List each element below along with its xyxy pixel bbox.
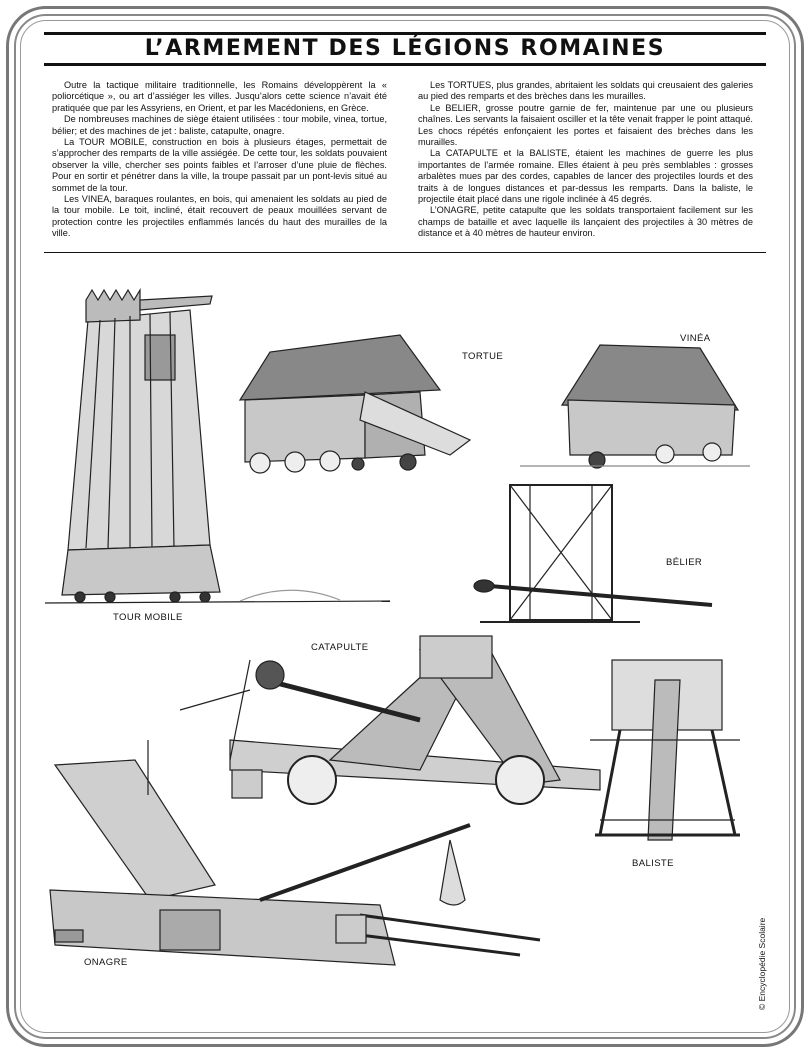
label-vinea: VINÉA: [680, 333, 711, 344]
label-onagre: ONAGRE: [84, 957, 128, 968]
label-tortue: TORTUE: [462, 351, 504, 362]
paragraph-vinea: Les VINEA, baraques roulantes, en bois, qui amenaient les soldats au pied de la tour mobile. Le toit, incliné, était recouvert de peaux mouillées servant de protection contre les projectiles enflammés lancés du haut des murailles de la ville.: [52, 194, 387, 239]
paragraph-catapulte-baliste: La CATAPULTE et la BALISTE, étaient les machines de guerre les plus importantes de l’armée romaine. Elles étaient à peu près semblables : grosses arbalètes mues par des cordes, capables de lancer des projectiles lourds et des traits à de longues distances et par-dessus les remparts. Dans la baliste, le projectile était placé dans une rigole inclinée à 45 degrés.: [418, 148, 753, 205]
paragraph-belier: Le BELIER, grosse poutre garnie de fer, maintenue par une ou plusieurs chaînes. Les servants la faisaient osciller et la tête venait frapper le point attaqué. Les chocs répétés enfonçaient les portes et faisaient des brèches dans les murailles.: [418, 102, 753, 148]
page-title: L’ARMEMENT DES LÉGIONS ROMAINES: [144, 36, 666, 61]
label-catapulte: CATAPULTE: [311, 642, 369, 653]
baliste-drawing: [590, 660, 740, 840]
vinea-drawing: [520, 345, 750, 468]
label-belier: BÉLIER: [666, 557, 703, 568]
paragraph-tour-mobile: La TOUR MOBILE, construction en bois à plusieurs étages, permettait de s’approcher des remparts de la ville assiégée. De cette tour, les soldats pouvaient observer la ville, chercher ses points faibles et l’arroser d’une pluie de flèches. Pour en sortir et pénétrer dans la ville, la troupe passait par un pont-levis situé au sommet de la tour.: [52, 137, 387, 193]
catapulte-drawing: [180, 636, 600, 804]
tortue-drawing: [240, 335, 470, 473]
belier-drawing: [474, 485, 712, 622]
label-baliste: BALISTE: [632, 858, 674, 869]
copyright-credit: © Encyclopédie Scolaire: [757, 917, 767, 1010]
paragraph-tortues: Les TORTUES, plus grandes, abritaient les soldats qui creusaient des galeries au pied des remparts et des brèches dans les murailles.: [418, 80, 753, 102]
paragraph-onagre: L’ONAGRE, petite catapulte que les soldats transportaient facilement sur les champs de bataille et avec laquelle ils lançaient des projectiles à 30 mètres de distance et à 40 mètres de hauteur environ.: [418, 205, 753, 239]
paragraph-intro: Outre la tactique militaire traditionnelle, les Romains développèrent la « poliorcétique », ou art d’assiéger les villes. Jusqu’alors cette science n’avait été pratiquée que par les Assyriens, en Orient, et par les Macédoniens, en Grèce.: [52, 80, 387, 113]
label-tour-mobile: TOUR MOBILE: [113, 612, 183, 623]
paragraph-machines: De nombreuses machines de siège étaient utilisées : tour mobile, vinea, tortue, bélier; et des machines de jet : baliste, catapulte, onagre.: [52, 114, 387, 136]
